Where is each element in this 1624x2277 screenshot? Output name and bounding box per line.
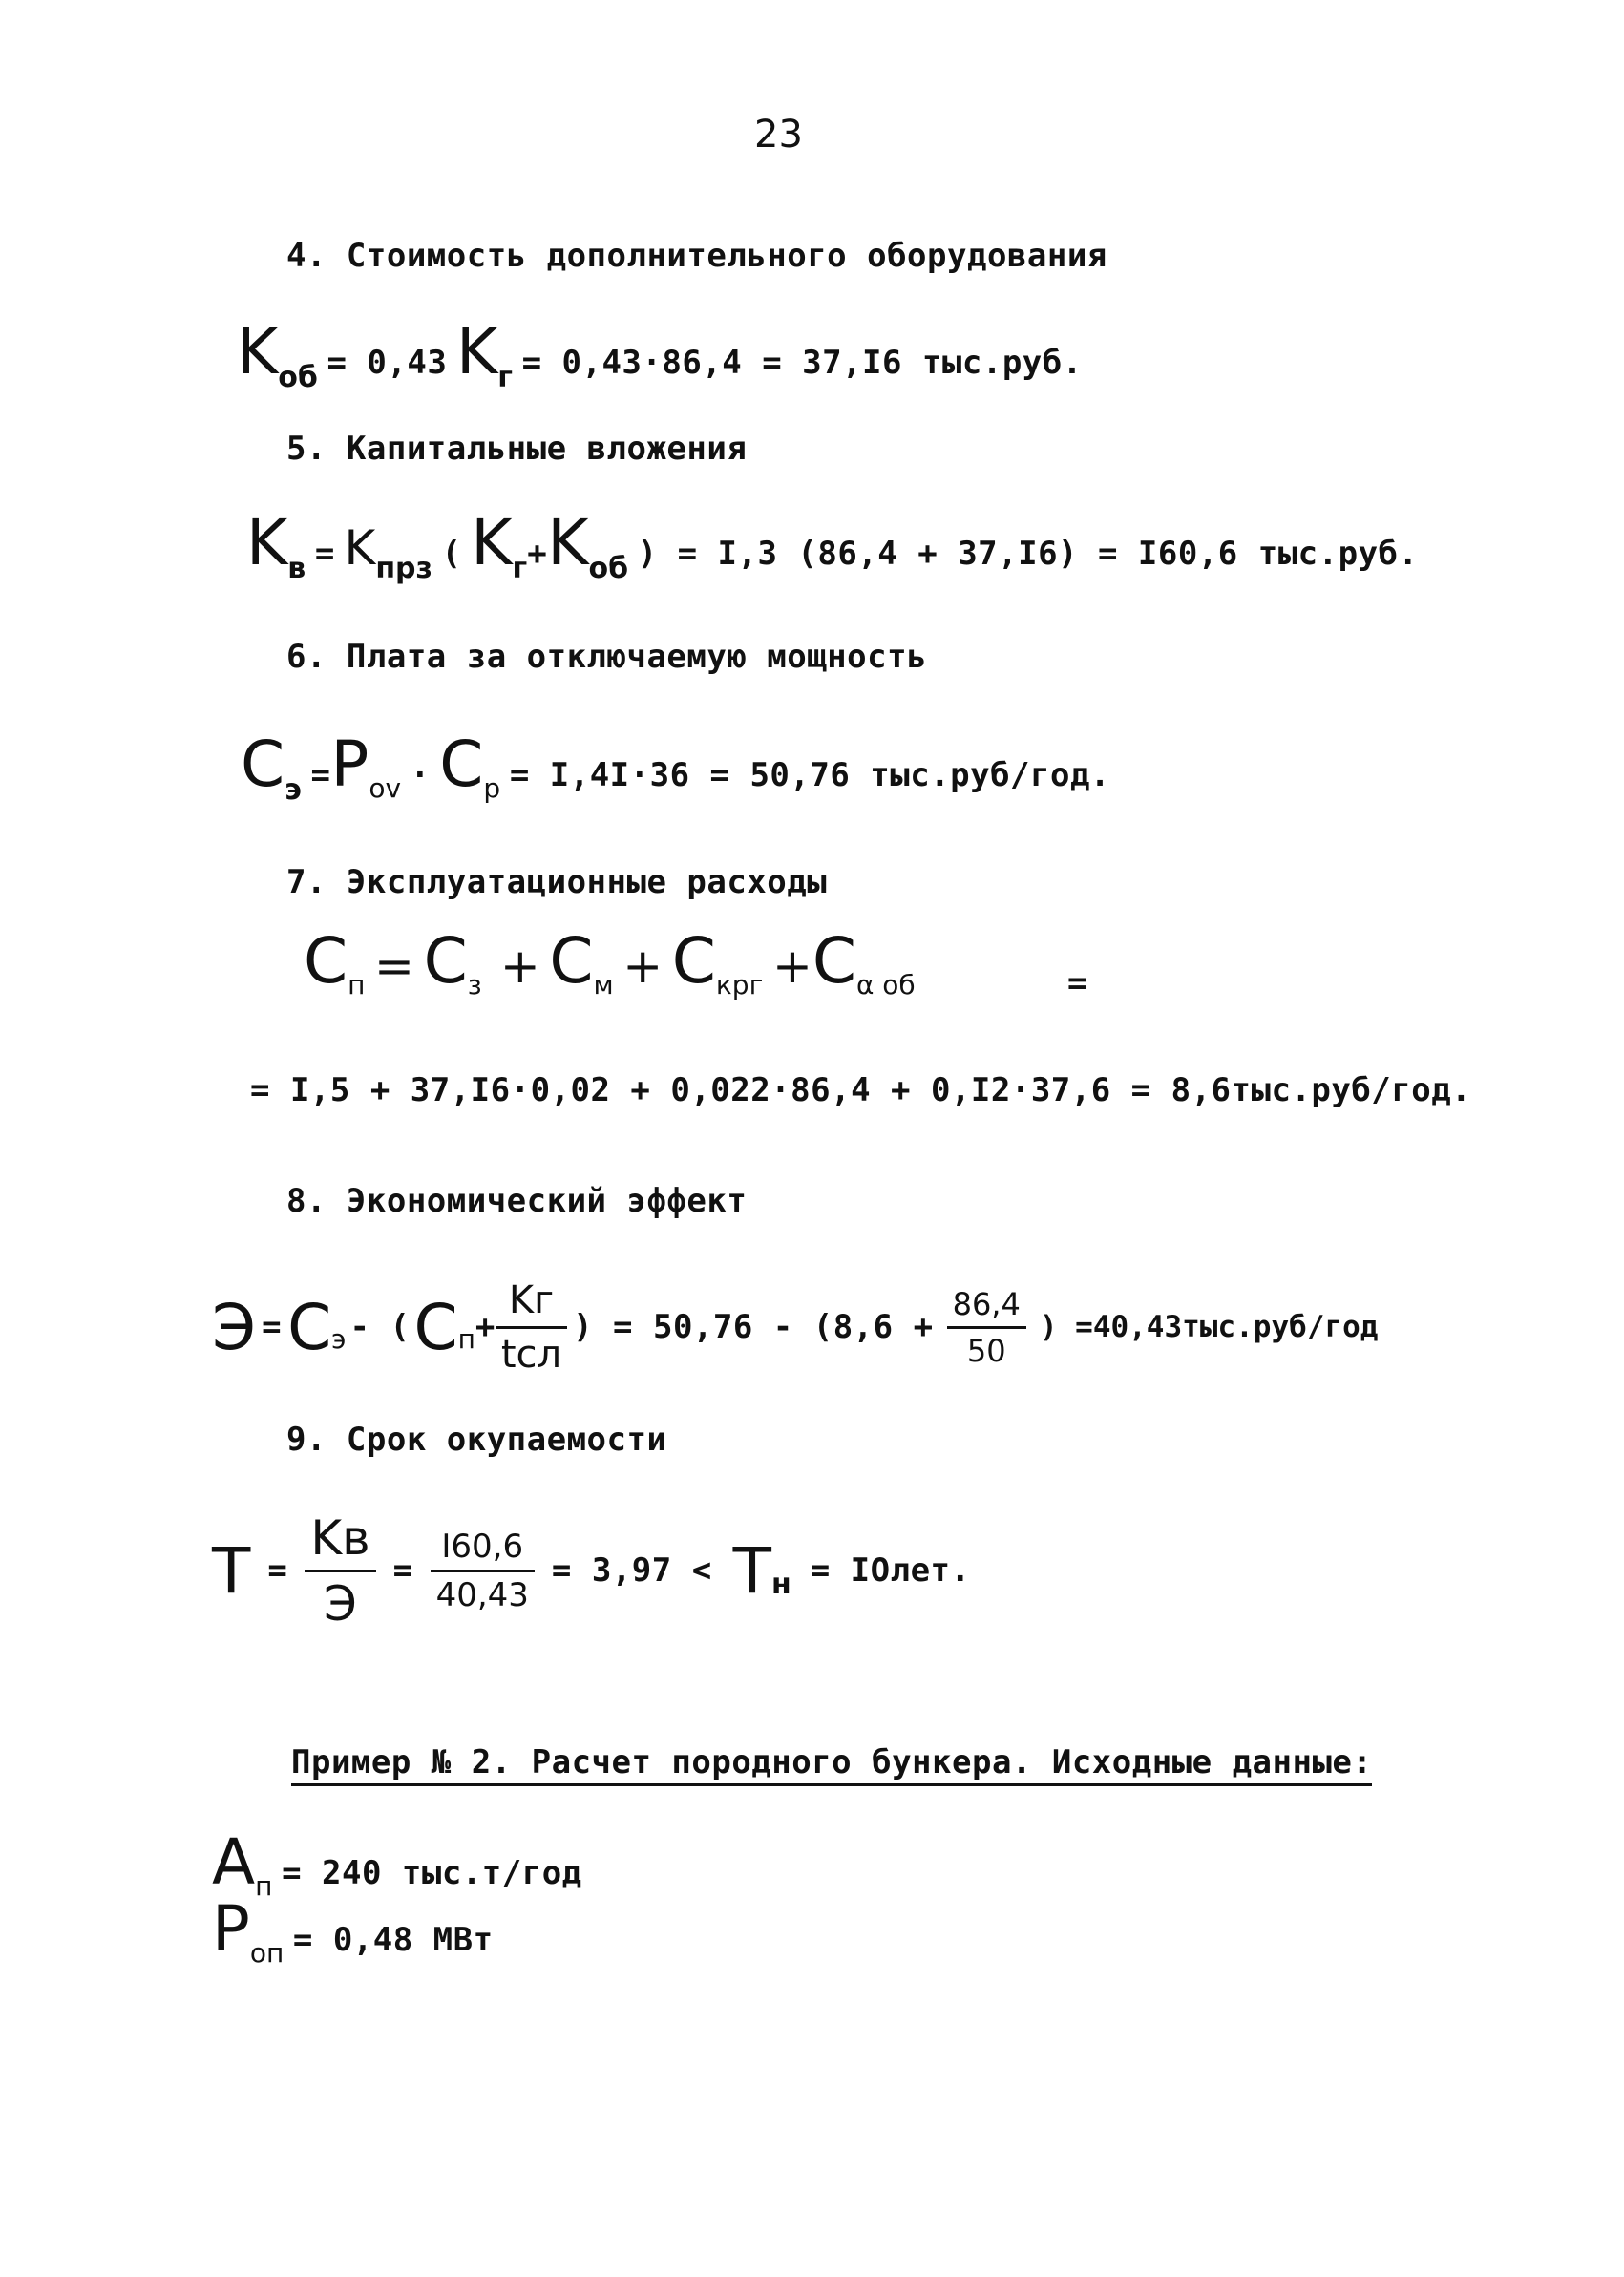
formula-text: = [374,938,414,994]
symbol-P: P [330,727,369,801]
symbol-C: C [413,1290,458,1364]
formula-text: ) = 50,76 - (8,6 + [573,1308,934,1346]
subscript: об [278,361,318,394]
symbol-A: A [212,1825,256,1899]
item-9-formula [212,1508,971,1633]
fraction-bar [496,1326,567,1329]
item-7-result: = I,5 + 37,I6·0,02 + 0,022·86,4 + 0,I2·37,6 = 8,6тыс.руб/год. [250,1071,1472,1109]
subscript: з [467,969,482,1001]
item-7-formula-trail: = [1067,964,1087,1002]
symbol-K: K [344,520,376,576]
symbol-K: K [471,506,513,580]
fraction-bar [431,1570,535,1572]
subscript: н [771,1567,791,1601]
formula-text: = 240 тыс.т/год [282,1854,582,1892]
example-2-line-1 [212,1825,582,1902]
symbol-C: C [304,924,348,998]
fraction-numerator: Kг [508,1277,555,1322]
fraction-bar [305,1570,375,1572]
symbol-C: C [549,924,594,998]
symbol-C: C [671,924,716,998]
item-6-formula [241,727,1110,807]
example-2-line-2 [212,1892,494,1969]
subscript: п [348,969,366,1001]
item-5-formula [246,506,1419,585]
item-7-formula [304,924,916,1001]
formula-text: = 0,48 МВт [292,1921,494,1959]
subscript: крг [715,969,764,1001]
item-9-heading: 9. Срок окупаемости [286,1421,667,1459]
formula-text: ( [441,535,462,573]
symbol-C: C [439,727,484,801]
subscript: п [255,1870,273,1902]
formula-text: = [392,1551,413,1590]
fraction-denominator: 50 [966,1332,1006,1369]
symbol-C: C [423,924,468,998]
fraction-denominator: tсл [500,1332,562,1377]
formula-text: + [622,938,664,994]
example-2-heading [291,1743,1372,1782]
formula-text: = [310,756,331,794]
subscript: оv [369,772,402,804]
formula-text: ) =40,43тыс.руб/год [1039,1310,1379,1344]
formula-text: ) = I,3 (86,4 + 37,I6) = I60,6 тыс.руб. [637,535,1419,573]
fraction-denominator: 40,43 [435,1575,529,1614]
subscript: э [285,773,302,807]
subscript: г [497,361,513,394]
fraction-numerator: I60,6 [441,1527,524,1566]
formula-text: + [499,938,540,994]
item-8-formula [212,1270,1378,1384]
symbol-K: K [246,506,288,580]
fraction [305,1510,375,1632]
symbol-T: T [212,1533,251,1608]
formula-text: = I,4I·36 = 50,76 тыс.руб/год. [509,756,1110,794]
fraction-numerator: Kв [310,1509,370,1566]
formula-text: - ( [349,1308,411,1346]
symbol-K: K [237,315,279,389]
formula-text: = 3,97 < [551,1551,712,1590]
symbol-K: K [547,506,589,580]
subscript: оп [249,1937,285,1969]
fraction [496,1278,567,1377]
subscript: об [588,552,629,585]
item-5-heading: 5. Капитальные вложения [286,430,748,468]
item-4-heading: 4. Стоимость дополнительного оборудования [286,237,1107,275]
symbol-P: P [212,1892,250,1966]
formula-text: + [527,535,548,573]
formula-text: = [314,535,335,573]
formula-text: = [262,1308,283,1346]
formula-text: = 0,43 [327,344,448,382]
symbol-E: Э [212,1290,257,1364]
subscript: м [593,969,614,1001]
page-number: 23 [754,113,803,157]
formula-text: = 0,43·86,4 = 37,I6 тыс.руб. [521,344,1083,382]
item-8-heading: 8. Экономический эффект [286,1182,748,1220]
subscript: г [512,552,528,585]
item-6-heading: 6. Плата за отключаемую мощность [286,638,928,676]
example-2-heading-text: Пример № 2. Расчет породного бункера. Исходные данные: [291,1743,1372,1786]
subscript: α об [855,969,916,1001]
symbol-C: C [287,1290,332,1364]
formula-text: = [267,1551,288,1590]
subscript: р [483,772,501,804]
formula-text: = IOлет. [810,1551,971,1590]
fraction [431,1528,535,1614]
subscript: п [457,1322,475,1355]
fraction-numerator: 86,4 [952,1285,1021,1322]
item-7-heading: 7. Эксплуатационные расходы [286,863,828,901]
formula-text: + [771,938,812,994]
item-4-formula [237,315,1083,394]
symbol-C: C [241,727,285,801]
subscript: э [331,1322,347,1355]
symbol-C: C [812,924,856,998]
subscript: прз [375,552,432,585]
formula-text: · [410,756,431,794]
fraction [947,1286,1026,1369]
fraction-denominator: Э [323,1575,357,1632]
formula-text: + [475,1308,496,1346]
fraction-bar [947,1326,1026,1329]
symbol-K: K [455,315,498,389]
subscript: в [287,552,306,585]
symbol-T: T [732,1533,771,1608]
